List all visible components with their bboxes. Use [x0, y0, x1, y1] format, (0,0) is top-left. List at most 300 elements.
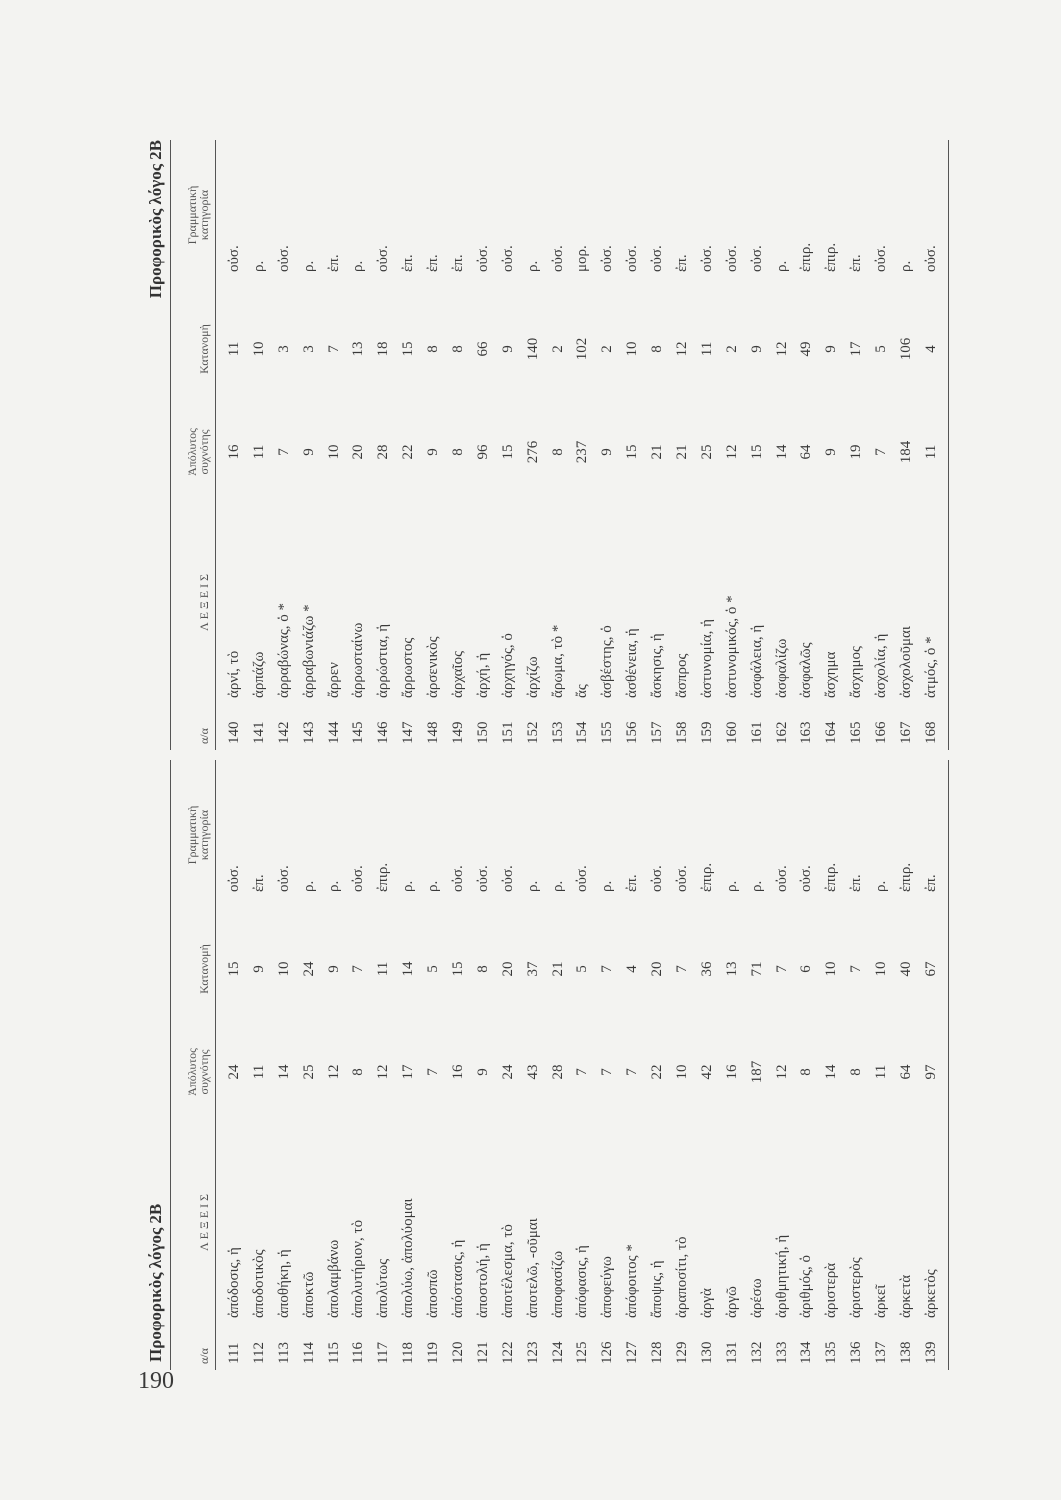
distribution-cell: 6: [798, 965, 815, 973]
absolute-frequency-cell: 8: [848, 1068, 865, 1076]
distribution-cell: 7: [350, 965, 367, 973]
table-row: [371, 140, 396, 750]
absolute-frequency-cell: 22: [400, 444, 417, 460]
absolute-frequency-cell: 7: [624, 1068, 641, 1076]
distribution-cell: 13: [723, 961, 740, 977]
table-row: [297, 760, 322, 1370]
distribution-cell: 5: [425, 965, 442, 973]
table-row: [919, 760, 944, 1370]
table-row: [546, 760, 571, 1370]
word-cell: ἀπολαμβάνω: [325, 1239, 342, 1318]
row-number: 128: [649, 1341, 666, 1364]
word-cell: ἀρρωσταίνω: [350, 622, 367, 698]
word-cell: ἀπολύω, ἀπολύομαι: [400, 1198, 417, 1318]
header-cat-line1: Γραμματικὴ: [185, 805, 199, 865]
category-cell: οὐσ.: [574, 865, 591, 892]
row-number: 122: [499, 1341, 516, 1364]
row-number: 138: [897, 1341, 914, 1364]
word-cell: ἀρσενικὸς: [425, 636, 442, 698]
header-distribution: Κατανομὴ: [197, 324, 211, 374]
row-number: 153: [549, 721, 566, 744]
table-row: [222, 760, 247, 1370]
category-cell: οὐσ.: [698, 245, 715, 272]
word-cell: ἀποστολή, ἡ: [474, 1243, 491, 1318]
category-cell: ἐπ.: [400, 254, 417, 272]
category-cell: οὐσ.: [873, 245, 890, 272]
table-row: [446, 760, 471, 1370]
absolute-frequency-cell: 11: [922, 444, 939, 460]
category-cell: ἐπ.: [848, 254, 865, 272]
row-number: 111: [225, 1342, 242, 1364]
absolute-frequency-cell: 9: [599, 448, 616, 456]
distribution-cell: 17: [848, 341, 865, 357]
absolute-frequency-cell: 43: [524, 1064, 541, 1080]
word-cell: ἀριθμητική, ἡ: [773, 1234, 790, 1318]
row-number: 136: [848, 1341, 865, 1364]
header-abs-line1: Ἀπόλυτος: [185, 428, 199, 476]
absolute-frequency-cell: 10: [673, 1064, 690, 1080]
absolute-frequency-cell: 9: [300, 448, 317, 456]
absolute-frequency-cell: 20: [350, 444, 367, 460]
row-number: 137: [873, 1341, 890, 1364]
absolute-frequency-cell: 7: [873, 448, 890, 456]
row-number: 124: [549, 1341, 566, 1364]
distribution-cell: 9: [748, 345, 765, 353]
distribution-cell: 3: [300, 345, 317, 353]
absolute-frequency-cell: 8: [350, 1068, 367, 1076]
table-row: [844, 140, 869, 750]
distribution-cell: 4: [922, 345, 939, 353]
word-cell: ἀπόφοιτος *: [624, 1244, 641, 1318]
word-cell: ἀρνί, τὸ: [225, 650, 242, 698]
row-number: 125: [574, 1341, 591, 1364]
page-number: 190: [138, 1368, 174, 1394]
table-row: [346, 140, 371, 750]
absolute-frequency-cell: 7: [425, 1068, 442, 1076]
right-table-section: [140, 140, 960, 750]
category-cell: οὐσ.: [499, 865, 516, 892]
word-cell: ἀπολυτήριον, τὸ: [350, 1219, 367, 1318]
absolute-frequency-cell: 12: [773, 1064, 790, 1080]
absolute-frequency-cell: 22: [649, 1064, 666, 1080]
category-cell: οὐσ.: [350, 865, 367, 892]
category-cell: ἐπιρ.: [897, 862, 914, 892]
header-grammatical-category: [186, 760, 215, 910]
table-row: [894, 140, 919, 750]
word-cell: ἀτμός, ὁ *: [922, 636, 939, 698]
table-row: [247, 140, 272, 750]
absolute-frequency-cell: 12: [375, 1064, 392, 1080]
word-cell: ἀρχή, ἡ: [474, 652, 491, 698]
distribution-cell: 7: [848, 965, 865, 973]
distribution-cell: 10: [250, 341, 267, 357]
table-row: [869, 760, 894, 1370]
row-number: 151: [499, 721, 516, 744]
absolute-frequency-cell: 9: [823, 448, 840, 456]
absolute-frequency-cell: 7: [275, 448, 292, 456]
absolute-frequency-cell: 10: [325, 444, 342, 460]
category-cell: μορ.: [574, 245, 591, 272]
row-number: 145: [350, 721, 367, 744]
distribution-cell: 106: [897, 337, 914, 361]
category-cell: ρ.: [325, 880, 342, 892]
distribution-cell: 2: [723, 345, 740, 353]
table-row: [272, 760, 297, 1370]
absolute-frequency-cell: 14: [773, 444, 790, 460]
absolute-frequency-cell: 14: [275, 1064, 292, 1080]
header-cat-line2: κατηγορία: [197, 809, 211, 861]
row-number: 154: [574, 721, 591, 744]
table-row: [272, 140, 297, 750]
distribution-cell: 15: [225, 961, 242, 977]
table-row: [570, 760, 595, 1370]
absolute-frequency-cell: 15: [624, 444, 641, 460]
word-frequency-table: [170, 140, 949, 750]
category-cell: ἐπ.: [250, 874, 267, 892]
distribution-cell: 67: [922, 961, 939, 977]
table-row: [396, 140, 421, 750]
distribution-cell: 24: [300, 961, 317, 977]
row-number: 126: [599, 1341, 616, 1364]
header-words: ΛΕΞΕΙΣ: [197, 1190, 211, 1252]
row-number: 164: [823, 721, 840, 744]
category-cell: ἐπ.: [922, 874, 939, 892]
word-cell: ἀσβέστης, ὁ: [599, 625, 616, 698]
row-number: 144: [325, 721, 342, 744]
word-cell: ἁρπάζω: [250, 651, 267, 698]
table-row: [446, 140, 471, 750]
table-header: [171, 140, 216, 750]
table-row: [770, 140, 795, 750]
word-cell: ἀποδοτικὸς: [250, 1249, 267, 1318]
absolute-frequency-cell: 9: [474, 1068, 491, 1076]
word-cell: ἀστυνομικός, ὁ *: [723, 595, 740, 698]
word-cell: ἀστυνομία, ἡ: [698, 619, 715, 698]
absolute-frequency-cell: 64: [798, 444, 815, 460]
row-number: 139: [922, 1341, 939, 1364]
row-number: 130: [698, 1341, 715, 1364]
row-number: 155: [599, 721, 616, 744]
word-cell: ἄρρεν: [325, 662, 342, 698]
word-cell: ἀσχολία, ἡ: [873, 633, 890, 698]
category-cell: οὐσ.: [673, 865, 690, 892]
row-number: 156: [624, 721, 641, 744]
distribution-cell: 7: [325, 345, 342, 353]
absolute-frequency-cell: 184: [897, 440, 914, 464]
distribution-cell: 9: [499, 345, 516, 353]
word-cell: ἄσπρος: [673, 653, 690, 698]
row-number: 165: [848, 721, 865, 744]
absolute-frequency-cell: 8: [798, 1068, 815, 1076]
absolute-frequency-cell: 7: [574, 1068, 591, 1076]
category-cell: οὐσ.: [798, 865, 815, 892]
distribution-cell: 9: [325, 965, 342, 973]
header-grammatical-category: [186, 140, 215, 290]
table-row: [670, 760, 695, 1370]
row-number: 117: [375, 1342, 392, 1364]
table-row: [371, 760, 396, 1370]
absolute-frequency-cell: 28: [549, 1064, 566, 1080]
absolute-frequency-cell: 97: [922, 1064, 939, 1080]
row-number: 121: [474, 1341, 491, 1364]
category-cell: ἐπ.: [624, 874, 641, 892]
row-number: 131: [723, 1341, 740, 1364]
distribution-cell: 11: [698, 341, 715, 357]
category-cell: οὐσ.: [474, 245, 491, 272]
absolute-frequency-cell: 16: [723, 1064, 740, 1080]
absolute-frequency-cell: 237: [574, 440, 591, 464]
table-row: [546, 140, 571, 750]
distribution-cell: 40: [897, 961, 914, 977]
table-row: [645, 140, 670, 750]
row-number: 162: [773, 721, 790, 744]
category-cell: οὐσ.: [375, 245, 392, 272]
word-cell: ἀπόστασις, ἡ: [449, 1239, 466, 1318]
category-cell: ρ.: [250, 260, 267, 272]
word-cell: ἀσχολοῦμαι: [897, 626, 914, 698]
table-row: [745, 140, 770, 750]
header-cat-line1: Γραμματικὴ: [185, 185, 199, 245]
absolute-frequency-cell: 17: [400, 1064, 417, 1080]
row-number: 147: [400, 721, 417, 744]
category-cell: ρ.: [400, 880, 417, 892]
table-row: [521, 760, 546, 1370]
table-row: [720, 760, 745, 1370]
table-row: [919, 140, 944, 750]
category-cell: οὐσ.: [549, 245, 566, 272]
distribution-cell: 5: [873, 345, 890, 353]
category-cell: ἐπ.: [425, 254, 442, 272]
category-cell: ρ.: [773, 260, 790, 272]
category-cell: οὐσ.: [275, 865, 292, 892]
distribution-cell: 71: [748, 961, 765, 977]
table-row: [421, 760, 446, 1370]
table-row: [695, 760, 720, 1370]
distribution-cell: 12: [673, 341, 690, 357]
distribution-cell: 10: [823, 961, 840, 977]
table-body: [216, 140, 949, 750]
table-row: [322, 140, 347, 750]
distribution-cell: 11: [225, 341, 242, 357]
table-row: [222, 140, 247, 750]
row-number: 159: [698, 721, 715, 744]
category-cell: ἐπιρ.: [823, 242, 840, 272]
row-number: 114: [300, 1342, 317, 1364]
word-cell: ἀπόδοσις, ἡ: [225, 1247, 242, 1318]
word-cell: ἀριθμός, ὁ: [798, 1254, 815, 1318]
row-number: 157: [649, 721, 666, 744]
word-cell: ἀριστερὰ: [823, 1262, 840, 1318]
table-row: [471, 140, 496, 750]
table-row: [496, 760, 521, 1370]
absolute-frequency-cell: 11: [250, 1064, 267, 1080]
category-cell: οὐσ.: [748, 245, 765, 272]
category-cell: ρ.: [524, 880, 541, 892]
header-words: ΛΕΞΕΙΣ: [197, 570, 211, 632]
absolute-frequency-cell: 14: [823, 1064, 840, 1080]
header-number: α/α: [197, 1348, 211, 1364]
header-abs-line2: συχνότης: [197, 429, 211, 475]
distribution-cell: 18: [375, 341, 392, 357]
category-cell: οὐσ.: [649, 245, 666, 272]
header-distribution: Κατανομὴ: [197, 944, 211, 994]
table-row: [695, 140, 720, 750]
distribution-cell: 21: [549, 961, 566, 977]
absolute-frequency-cell: 16: [449, 1064, 466, 1080]
table-row: [794, 140, 819, 750]
row-number: 132: [748, 1341, 765, 1364]
distribution-cell: 66: [474, 341, 491, 357]
header-absolute-frequency: [186, 1028, 215, 1116]
distribution-cell: 7: [599, 965, 616, 973]
category-cell: ἐπιρ.: [375, 862, 392, 892]
distribution-cell: 14: [400, 961, 417, 977]
table-row: [521, 140, 546, 750]
category-cell: οὐσ.: [773, 865, 790, 892]
absolute-frequency-cell: 19: [848, 444, 865, 460]
table-row: [620, 140, 645, 750]
word-cell: ἀρραβώνας, ὁ *: [275, 602, 292, 698]
word-frequency-table: [170, 760, 949, 1370]
table-row: [297, 140, 322, 750]
distribution-cell: 102: [574, 337, 591, 361]
row-number: 112: [250, 1342, 267, 1364]
absolute-frequency-cell: 8: [549, 448, 566, 456]
table-row: [620, 760, 645, 1370]
row-number: 168: [922, 721, 939, 744]
category-cell: ἐπ.: [449, 254, 466, 272]
table-row: [595, 760, 620, 1370]
category-cell: ρ.: [524, 260, 541, 272]
category-cell: οὐσ.: [723, 245, 740, 272]
word-cell: ἀρκεῖ: [873, 1284, 890, 1318]
distribution-cell: 9: [250, 965, 267, 973]
word-cell: ἀσφαλῶς: [798, 642, 815, 698]
distribution-cell: 140: [524, 337, 541, 361]
distribution-cell: 13: [350, 341, 367, 357]
row-number: 120: [449, 1341, 466, 1364]
table-row: [869, 140, 894, 750]
word-cell: ἀριστερὸς: [848, 1257, 865, 1318]
table-row: [595, 140, 620, 750]
distribution-cell: 20: [649, 961, 666, 977]
absolute-frequency-cell: 42: [698, 1064, 715, 1080]
word-cell: ἀποφασίζω: [549, 1250, 566, 1318]
distribution-cell: 2: [599, 345, 616, 353]
absolute-frequency-cell: 21: [673, 444, 690, 460]
absolute-frequency-cell: 24: [225, 1064, 242, 1080]
row-number: 119: [425, 1342, 442, 1364]
row-number: 140: [225, 721, 242, 744]
word-cell: ἀποτελῶ, -οῦμαι: [524, 1218, 541, 1318]
table-row: [844, 760, 869, 1370]
table-row: [645, 760, 670, 1370]
header-cat-line2: κατηγορία: [197, 189, 211, 241]
word-cell: ἀρέσω: [748, 1278, 765, 1318]
word-cell: ἀσφάλεια, ἡ: [748, 624, 765, 698]
rotated-page-content: [140, 140, 960, 1370]
table-row: [819, 140, 844, 750]
row-number: 143: [300, 721, 317, 744]
distribution-cell: 37: [524, 961, 541, 977]
category-cell: οὐσ.: [599, 245, 616, 272]
category-cell: ρ.: [300, 260, 317, 272]
absolute-frequency-cell: 24: [499, 1064, 516, 1080]
table-row: [421, 140, 446, 750]
word-cell: ἀποσπῶ: [425, 1269, 442, 1318]
word-cell: ἀρχαῖος: [449, 650, 466, 698]
word-cell: ἄς: [574, 684, 591, 698]
distribution-cell: 8: [449, 345, 466, 353]
absolute-frequency-cell: 11: [250, 444, 267, 460]
absolute-frequency-cell: 25: [698, 444, 715, 460]
absolute-frequency-cell: 9: [425, 448, 442, 456]
category-cell: ἐπιρ.: [698, 862, 715, 892]
category-cell: οὐσ.: [275, 245, 292, 272]
row-number: 166: [873, 721, 890, 744]
absolute-frequency-cell: 8: [449, 448, 466, 456]
distribution-cell: 15: [400, 341, 417, 357]
category-cell: οὐσ.: [499, 245, 516, 272]
row-number: 150: [474, 721, 491, 744]
distribution-cell: 12: [773, 341, 790, 357]
row-number: 160: [723, 721, 740, 744]
distribution-cell: 4: [624, 965, 641, 973]
table-row: [346, 760, 371, 1370]
category-cell: οὐσ.: [225, 245, 242, 272]
distribution-cell: 36: [698, 961, 715, 977]
word-cell: ἄρρωστος: [400, 637, 417, 698]
word-cell: ἄσχημος: [848, 646, 865, 698]
distribution-cell: 8: [425, 345, 442, 353]
absolute-frequency-cell: 15: [499, 444, 516, 460]
category-cell: ἐπιρ.: [798, 242, 815, 272]
category-cell: ρ.: [300, 880, 317, 892]
distribution-cell: 2: [549, 345, 566, 353]
table-row: [570, 140, 595, 750]
category-cell: ἐπιρ.: [823, 862, 840, 892]
distribution-cell: 10: [873, 961, 890, 977]
category-cell: ρ.: [897, 260, 914, 272]
distribution-cell: 10: [624, 341, 641, 357]
row-number: 133: [773, 1341, 790, 1364]
row-number: 141: [250, 721, 267, 744]
distribution-cell: 8: [649, 345, 666, 353]
row-number: 135: [823, 1341, 840, 1364]
category-cell: οὐσ.: [225, 865, 242, 892]
category-cell: οὐσ.: [922, 245, 939, 272]
word-cell: ἀποθήκη, ἡ: [275, 1249, 292, 1318]
row-number: 113: [275, 1342, 292, 1364]
word-cell: ἀρχηγός, ὁ: [499, 633, 516, 698]
word-cell: ἀπολύτως: [375, 1258, 392, 1318]
category-cell: ρ.: [599, 880, 616, 892]
word-cell: ἄσκησις, ἡ: [649, 633, 666, 698]
table-row: [894, 760, 919, 1370]
table-header: [171, 760, 216, 1370]
word-cell: ἀποφεύγω: [599, 1256, 616, 1318]
row-number: 142: [275, 721, 292, 744]
table-row: [471, 760, 496, 1370]
word-cell: ἀρρώστια, ἡ: [375, 623, 392, 698]
word-cell: ἀργῶ: [723, 1286, 740, 1318]
row-number: 149: [449, 721, 466, 744]
absolute-frequency-cell: 12: [723, 444, 740, 460]
absolute-frequency-cell: 96: [474, 444, 491, 460]
row-number: 127: [624, 1341, 641, 1364]
header-abs-line2: συχνότης: [197, 1049, 211, 1095]
table-body: [216, 760, 949, 1370]
